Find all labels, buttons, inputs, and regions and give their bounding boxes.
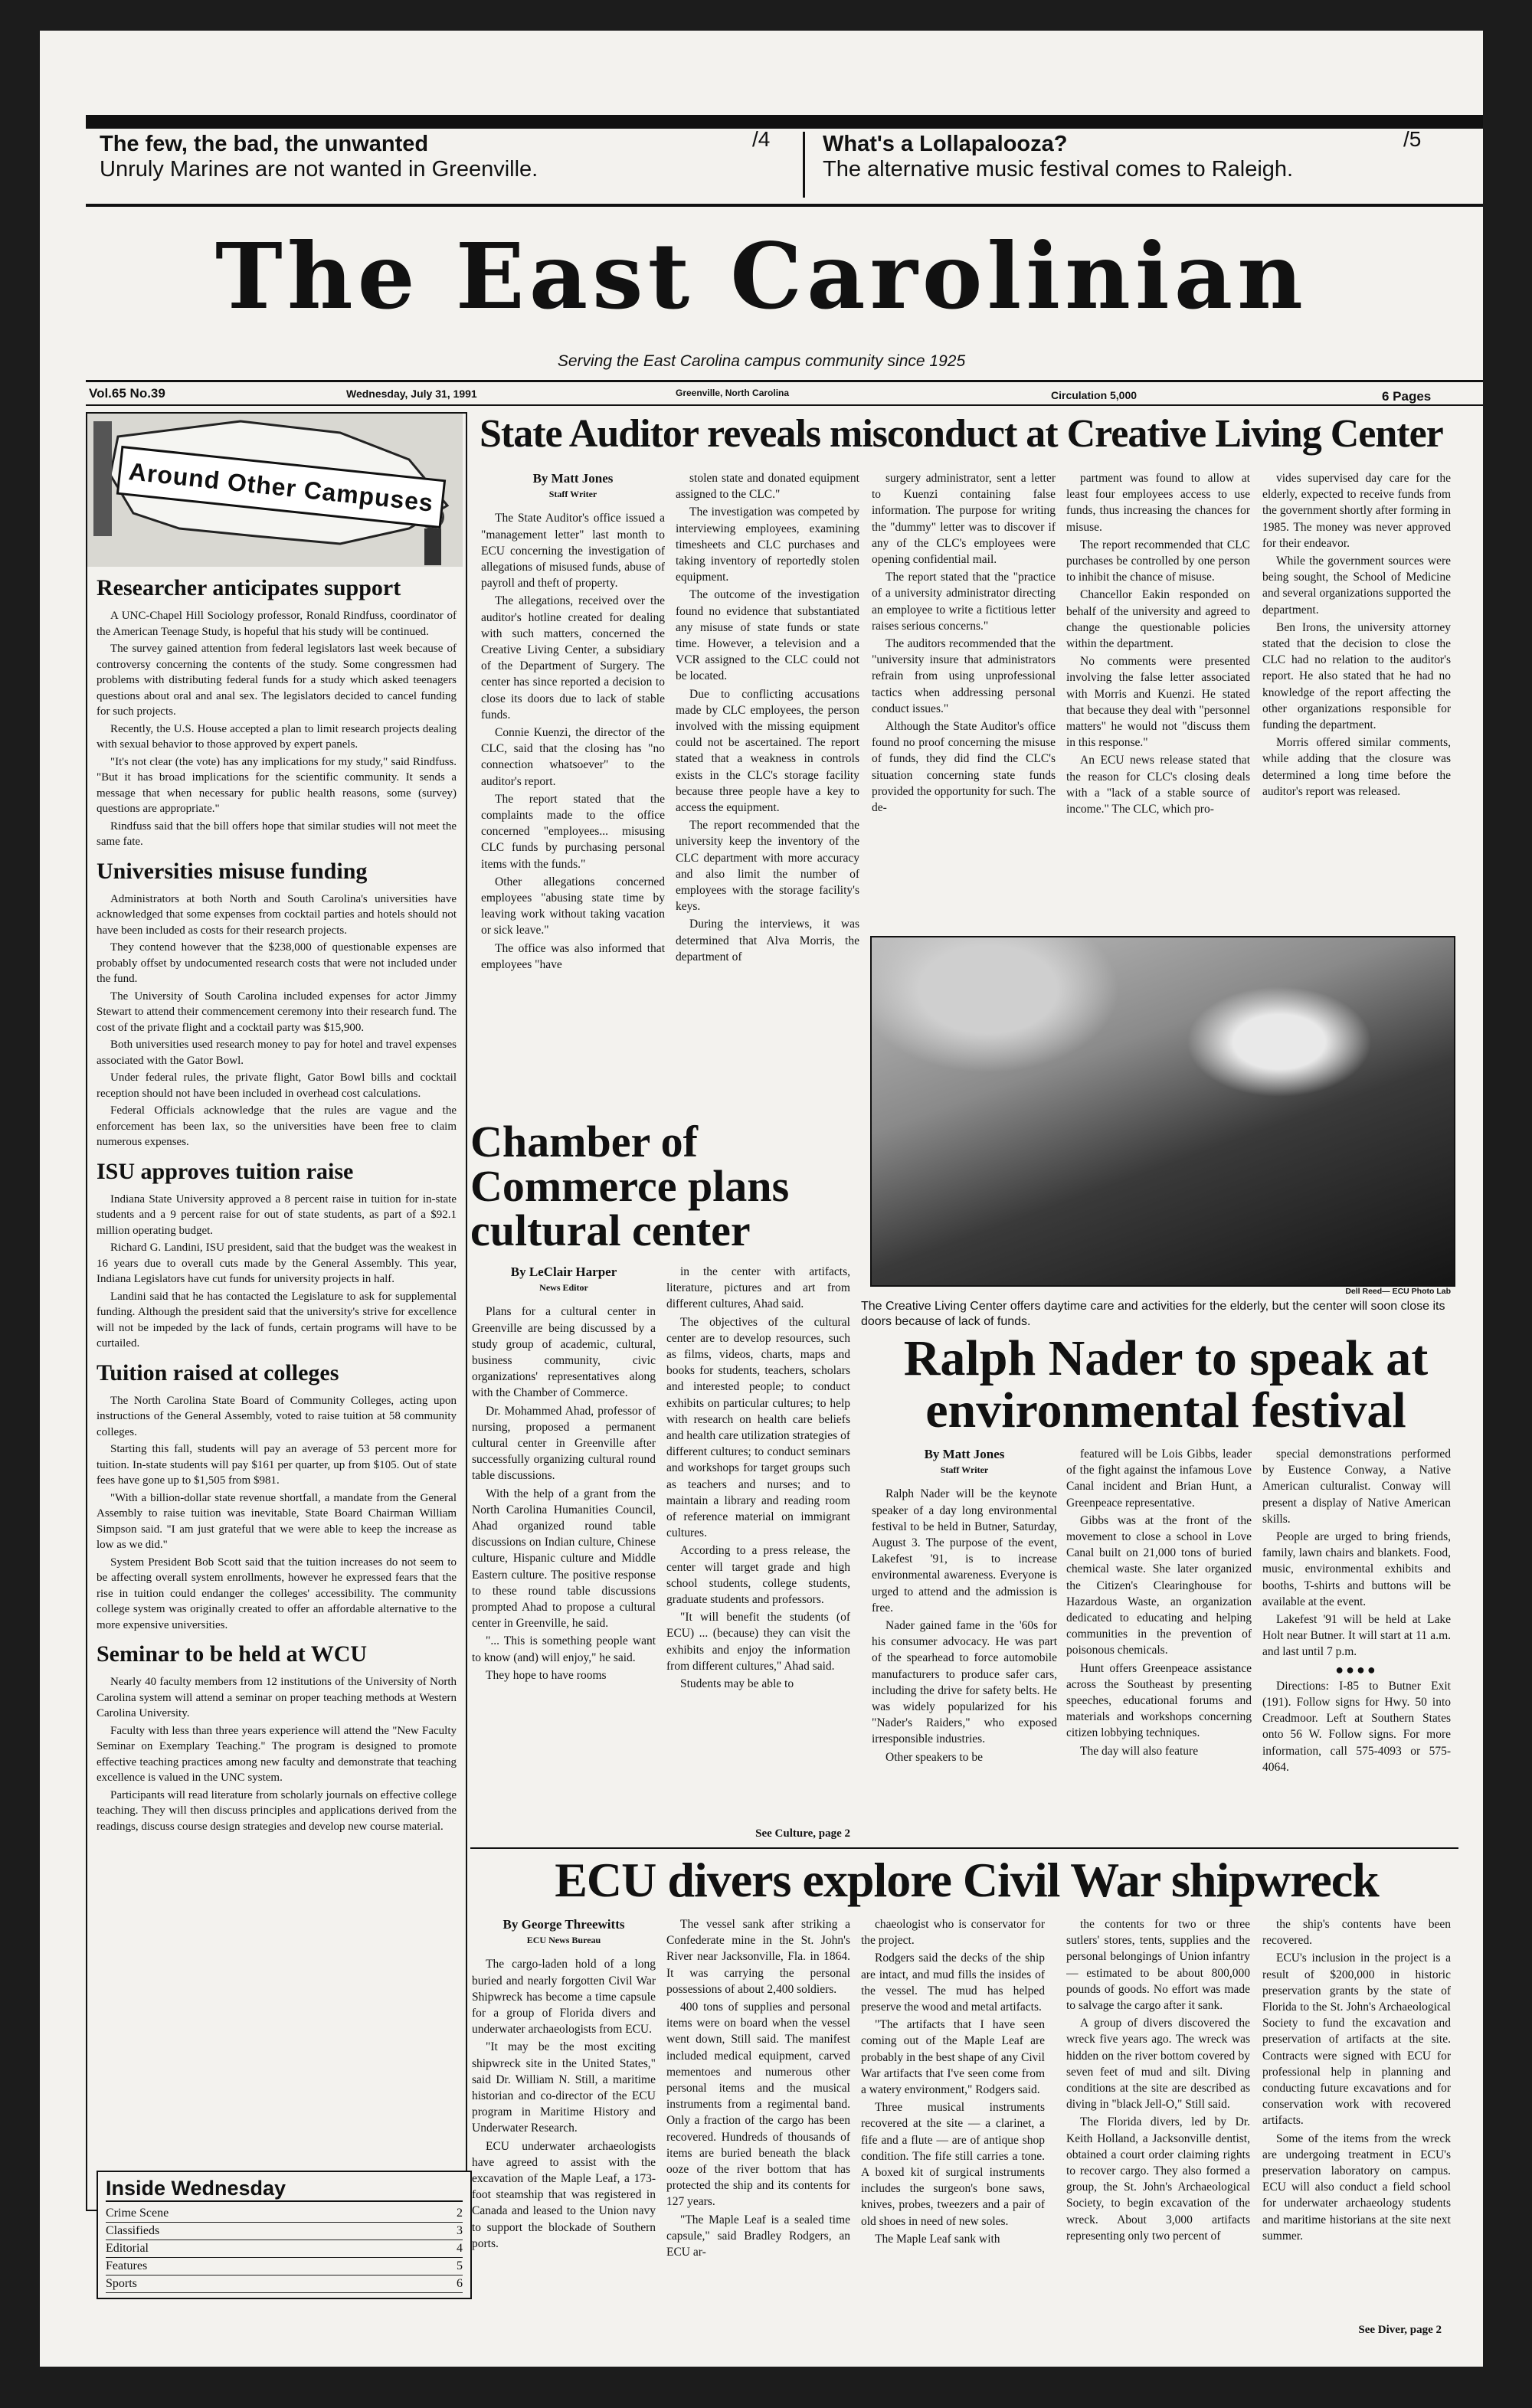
story-paragraph: The survey gained attention from federal legislators last week because of controversy concerning the contents of the study. Some congressmen had problems with distributing federal funds for a study which asked teenagers questions about oral and anal sex. The legislators decided to cancel funding for such projects.	[97, 643, 457, 718]
infobar-top-rule	[86, 380, 1483, 382]
chamber-column-1	[472, 1264, 656, 1846]
story-paragraph: Indiana State University approved a 8 percent raise in tuition for in-state students and a 9 percent raise for out of state students, as part of a $92.1 million operating budget.	[97, 1193, 457, 1237]
auditor-paragraph: The State Auditor's office issued a "management letter" last month to ECU concerning the investigation of allegations of misused funds, abuse of payroll and theft of property.	[481, 512, 665, 591]
nader-paragraph: Ralph Nader will be the keynote speaker of a day long environmental festival to be held in Butner, Saturday, August 3. The purpose of the event, Lakefest '91, is to increase environmental awareness. Everyone is urged to attend and the admission is free.	[872, 1487, 1057, 1615]
teaser-divider	[803, 132, 805, 198]
masthead-title: The East Carolinian	[215, 223, 1308, 329]
divers-paragraph: ECU underwater archaeologists have agreed to assist with the excavation of the Maple Leaf, a 173-foot steamship that was registered in Canada and leased to the Union navy to support the blockade of Southern ports.	[472, 2139, 656, 2250]
photo-credit: Dell Reed— ECU Photo Lab	[1345, 1287, 1451, 1296]
auditor-column-2	[676, 470, 859, 1106]
auditor-column-4	[1066, 470, 1250, 930]
auditor-paragraph: stolen state and donated equipment assigned to the CLC."	[676, 472, 859, 502]
divers-continued-link[interactable]: See Diver, page 2	[1358, 2324, 1442, 2336]
divers-column-3	[861, 1916, 1045, 2345]
divers-paragraph: chaeologist who is conservator for the project.	[861, 1918, 1045, 1948]
masthead-tagline: Serving the East Carolina campus community since 1925	[557, 352, 966, 370]
nader-headline: Ralph Nader to speak at environmental festival	[903, 1330, 1429, 1438]
auditor-paragraph: The report recommended that the university keep the inventory of the CLC department with more accuracy and also limit the number of employees with the storage facility's keys.	[676, 819, 859, 914]
divers-paragraph: "The artifacts that I have seen coming out of the Maple Leaf are probably in the best shape of any Civil War artifacts that I've seen come from a watery environment," Rodgers said.	[861, 2018, 1045, 2097]
auditor-paragraph: Connie Kuenzi, the director of the CLC, said that the closing has "no connection whatsoever" to the auditor's report.	[481, 726, 665, 788]
inside-index	[97, 2171, 472, 2299]
auditor-paragraph: The allegations, received over the auditor's hotline created for dealing with such matters, concerned the Creative Living Center, a subsidiary of the Department of Surgery. The center has since reported a decision to close its doors due to lack of stable funds.	[481, 594, 665, 721]
divers-byline: By George Threewitts ECU News Bureau	[502, 1917, 625, 1946]
story-paragraph: Both universities used research money to pay for hotel and travel expenses associated with the Gator Bowl.	[97, 1039, 457, 1067]
chamber-paragraph: "... This is something people want to know (and) will enjoy," he said.	[472, 1634, 656, 1664]
nader-paragraph: Lakefest '91 will be held at Lake Holt near Butner. It will start at 11 a.m. and last until 7 p.m.	[1262, 1613, 1451, 1659]
auditor-paragraph: vides supervised day care for the elderly, expected to receive funds from the government shortly after forming in 1985. The money was never approved for their endeavor.	[1262, 472, 1451, 550]
teaser-page: /4	[752, 127, 771, 151]
story-paragraph: Under federal rules, the private flight, Gator Bowl bills and cocktail reception should not have been included in overhead cost calculations.	[97, 1071, 457, 1100]
nader-paragraph: The day will also feature	[1080, 1744, 1199, 1758]
divers-column-2	[666, 1916, 850, 2345]
campuses-banner	[87, 414, 463, 567]
auditor-paragraph: partment was found to allow at least four employees access to use funds, thus increasing the chances for misuse.	[1066, 472, 1250, 534]
divers-paragraph: the ship's contents have been recovered.	[1262, 1918, 1451, 1948]
page-count: 6 Pages	[1382, 389, 1432, 404]
toc-item[interactable]: Features 5	[106, 2258, 463, 2275]
story-paragraph: System President Bob Scott said that the tuition increases do not seem to be affecting overall system enrollments, however he expressed fears that the rise in tuition could endanger the colleges' accessibility. The community college system was originally created to offer an affordable alternative to the more expensive universities.	[97, 1556, 457, 1631]
teaser-subline: The alternative music festival comes to Raleigh.	[823, 157, 1294, 182]
story-paragraph: Landini said that he has contacted the Legislature to ask for supplemental funding. Although the president said that the university's strive for excellence will not be impeded by the lack of funds, certain programs will have to be curtailed.	[97, 1290, 457, 1350]
nader-column-3	[1262, 1446, 1451, 1837]
story-paragraph: Faculty with less than three years experience will attend the "New Faculty Seminar on Exemplary Teaching." The program is designed to promote effective teaching practices among new faculty and demonstrate that teaching excellence is valued in the UNC system.	[97, 1724, 457, 1784]
photo-caption: The Creative Living Center offers daytime care and activities for the elderly, but the center will soon close its doors because of lack of funds.	[861, 1300, 1445, 1328]
teaser-page: /5	[1403, 127, 1422, 151]
auditor-paragraph: The office was also informed that employees "have	[481, 941, 665, 971]
teaser-bottom-rule	[86, 204, 1483, 207]
newspaper-page	[40, 31, 1483, 2367]
chamber-byline: By LeClair Harper News Editor	[510, 1265, 617, 1294]
auditor-paragraph: The outcome of the investigation found no evidence that substantiated any misuse of state funds or state time. However, a television and a VCR assigned to the CLC could not be located.	[676, 588, 859, 683]
story-title: Researcher anticipates support	[97, 575, 401, 600]
story-title: Tuition raised at colleges	[97, 1359, 339, 1386]
story-paragraph: The University of South Carolina included expenses for actor Jimmy Stewart to attend their commencement ceremony into their research fund. The cost of the private flight and a cocktail party was $15,900.	[97, 990, 457, 1034]
chamber-continued-link[interactable]: See Culture, page 2	[755, 1827, 850, 1840]
clc-photo	[870, 936, 1455, 1287]
divers-paragraph: Three musical instruments recovered at the site — a clarinet, a fife and a flute — are of antique shop condition. The fife still carries a tone. A boxed kit of surgical instruments includes the surgeon's bone saws, knives, probes, tweezers and a pair of old shoes in need of new soles.	[861, 2101, 1045, 2228]
divers-paragraph: The vessel sank after striking a Confederate mine in the St. John's River near Jacksonville, Fla. in 1864. It was carrying the personal possessions of about 2,400 soldiers.	[666, 1918, 850, 1996]
divers-paragraph: ECU's inclusion in the project is a result of $200,000 in historic preservation grants by the state of Florida to the St. John's Archaeological Society to fund the excavation and preservation of artifacts at the site. Contracts were signed with ECU for professional help in planning and conducting future excavations and for conservation work with recovered artifacts.	[1262, 1952, 1451, 2128]
divers-paragraph: the contents for two or three sutlers' stores, tents, supplies and the personal belongings of Union infantry — estimated to be about 800,000 pounds of goods. No effort was made to salvage the cargo after it sank.	[1066, 1918, 1250, 2013]
teaser-lollapalooza[interactable]	[823, 132, 1405, 182]
volume-number: Vol.65 No.39	[89, 386, 165, 401]
story-paragraph: Participants will read literature from scholarly journals on effective college teaching. They will then discuss principles and applications derived from the readings, discuss course design strategies and develop new course material.	[97, 1788, 457, 1833]
auditor-paragraph: Ben Irons, the university attorney stated that the decision to close the CLC had no relation to the auditor's report. He also stated that he had no knowledge of the report affecting the other organizations responsible for funding the department.	[1262, 620, 1451, 732]
auditor-paragraph: During the interviews, it was determined that Alva Morris, the department of	[676, 918, 859, 964]
story-paragraph: Administrators at both North and South Carolina's universities have acknowledged that some expenses from cocktail parties and hotels should not have been included as costs for their research projects.	[97, 892, 457, 937]
chamber-paragraph: "It will benefit the students (of ECU) ... (because) they can visit the exhibits and enjoy the information from different cultures," Ahad said.	[666, 1611, 850, 1673]
auditor-paragraph: While the government sources were being sought, the School of Medicine and several organizations supported the department.	[1262, 555, 1451, 617]
divers-paragraph: A group of divers discovered the wreck five years ago. The wreck was hidden on the river bottom covered by seven feet of mud and silt. Diving conditions at the site are described as diving in "black Jell-O," Still said.	[1066, 2017, 1250, 2112]
story-title: Universities misuse funding	[97, 858, 368, 884]
story-title: Seminar to be held at WCU	[97, 1641, 368, 1667]
chamber-paragraph: Dr. Mohammed Ahad, professor of nursing, proposed a permanent cultural center in Greenville after successfully organizing cultural round table discussions.	[472, 1404, 656, 1483]
divers-paragraph: "It may be the most exciting shipwreck site in the United States," said Dr. William N. Still, a maritime historian and co-director of the ECU program in Maritime History and Underwater Research.	[472, 2040, 656, 2135]
auditor-paragraph: The report stated that the complaints made to the office concerned "employees... misusing CLC funds by purchasing personal items with the funds."	[481, 792, 665, 871]
chamber-paragraph: With the help of a grant from the North Carolina Humanities Council, Ahad organized round table discussions on Indian culture, Chinese culture, Hispanic culture and Middle Eastern culture. The positive response to these round table discussions prompted Ahad to propose a cultural center in Greenville, he said.	[472, 1487, 656, 1631]
issue-date: Wednesday, July 31, 1991	[346, 388, 477, 400]
story-paragraph: A UNC-Chapel Hill Sociology professor, Ronald Rindfuss, coordinator of the American Teenage Study, is hopeful that his study will be continued.	[97, 610, 457, 638]
nader-paragraph: Hunt offers Greenpeace assistance across the Southeast by presenting speeches, educational forums and materials and workshops concerning citizen lobbying techniques.	[1066, 1661, 1252, 1740]
divers-paragraph: 400 tons of supplies and personal items were on board when the vessel went down, Still said. The manifest included medical equipment, carved mementoes and numerous other personal items and the musical instruments from a regimental band. Only a fraction of the cargo has been recovered. Hundreds of thousands of items are buried beneath the black ooze of the river bottom that has protected the ship and its contents for 127 years.	[666, 2001, 850, 2209]
infobar-bottom-rule	[86, 404, 1483, 406]
divers-column-5	[1262, 1916, 1451, 2322]
divers-paragraph: The Maple Leaf sank with	[875, 2232, 1000, 2246]
nader-paragraph: Directions: I-85 to Butner Exit (191). Follow signs for Hwy. 50 into Creadmoor. Left at Southern States onto 56 W. Follow signs. For more information, call 575-4093 or 575-4064.	[1262, 1679, 1451, 1774]
nader-column-2	[1066, 1446, 1252, 1837]
story-paragraph: Starting this fall, students will pay an average of 53 percent more for tuition. In-state students will pay $161 per quarter, up from $105. Out of state fees have gone up to $1,505 from $981.	[97, 1443, 457, 1487]
toc-item[interactable]: Editorial 4	[106, 2240, 463, 2258]
chamber-paragraph: in the center with artifacts, literature, pictures and art from different cultures, Ahad said.	[666, 1265, 850, 1311]
teaser-subline: Unruly Marines are not wanted in Greenville.	[100, 157, 538, 182]
auditor-paragraph: Chancellor Eakin responded on behalf of the university and agreed to change the questionable policies within the department.	[1066, 588, 1250, 651]
story-paragraph: They contend however that the $238,000 of questionable expenses are probably offset by undocumented research costs that were not included under the fund.	[97, 941, 457, 985]
chamber-column-2	[666, 1264, 850, 1826]
auditor-paragraph: Due to conflicting accusations made by CLC employees, the person involved with the missing equipment could not be ascertained. The report stated that a weakness in controls exists in the CLC's storage facility because three people have a key to access the equipment.	[676, 687, 859, 815]
nader-paragraph: featured will be Lois Gibbs, leader of the fight against the infamous Love Canal incident and Brian Hunt, a Greenpeace representative.	[1066, 1448, 1252, 1510]
toc-item[interactable]: Crime Scene 2	[106, 2205, 463, 2223]
nader-paragraph: Nader gained fame in the '60s for his consumer advocacy. He was part of the spearhead to force automobile manufacturers to produce safer cars, including the drive for safety belts. He was widely popularized for his "Nader's Raiders," who exposed irresponsible industries.	[872, 1619, 1057, 1746]
divers-paragraph: The Florida divers, led by Dr. Keith Holland, a Jacksonville dentist, obtained a court order claiming rights to recover cargo. They also formed a group, the St. John's Archaeological Society, to begin excavation of the wreck. About 3,000 artifacts representing only two percent of	[1066, 2115, 1250, 2243]
divers-top-rule	[470, 1847, 1458, 1849]
divers-paragraph: Some of the items from the wreck are undergoing treatment in ECU's preservation laboratory on campus. ECU will also conduct a field school for underwater archaeology students and maritime historians at the site next summer.	[1262, 2132, 1451, 2243]
auditor-paragraph: Other allegations concerned employees "abusing state time by leaving work without taking vacation or sick leave."	[481, 875, 665, 937]
teaser-marines[interactable]	[100, 132, 789, 182]
auditor-paragraph: The report stated that the "practice of a university administrator directing an employee to write a fictitious letter raises serious concerns."	[872, 571, 1056, 633]
auditor-column-3	[872, 470, 1056, 930]
divers-headline: ECU divers explore Civil War shipwreck	[555, 1853, 1379, 1907]
auditor-paragraph: The investigation was competed by interviewing employees, examining timesheets and CLC purchases and taking inventory of reportedly stolen equipment.	[676, 505, 859, 584]
inside-title: Inside Wednesday	[106, 2177, 463, 2202]
issue-location: Greenville, North Carolina	[676, 388, 790, 398]
auditor-paragraph: The auditors recommended that the "university insure that administrators refrain from using unprofessional tactics when addressing personal conduct issues."	[872, 637, 1056, 715]
auditor-paragraph: Although the State Auditor's office found no proof concerning the misuse of funds, they did find the CLC's situation concerning state funds provided the opportunity for such. The de-	[872, 720, 1056, 815]
toc-item[interactable]: Classifieds 3	[106, 2223, 463, 2240]
campuses-banner-label: Around Other Campuses	[116, 446, 446, 528]
chamber-paragraph: The objectives of the cultural center are to develop resources, such as films, videos, charts, maps and books for students, teachers, scholars and interested people; to conduct exhibits on particular cultures; to help with research on health care beliefs and health care utilization strategies of different cultures; to conduct seminars and workshops for target groups such as teachers and nurses; and to maintain a library and reading room of reference material on immigrant cultures.	[666, 1315, 850, 1540]
story-paragraph: "With a billion-dollar state revenue shortfall, a mandate from the General Assembly to raise tuition was inevitable, State Board Chairman William Simpson said. "I am just grateful that we were able to keep the increase as low as we did."	[97, 1491, 457, 1551]
story-paragraph: Rindfuss said that the bill offers hope that similar studies will not meet the same fate.	[97, 820, 457, 848]
circulation: Circulation 5,000	[1051, 389, 1138, 401]
divers-paragraph: The cargo-laden hold of a long buried and nearly forgotten Civil War Shipwreck has become a time capsule for a group of Florida divers and underwater archaeologists from ECU.	[472, 1958, 656, 2037]
divers-paragraph: "The Maple Leaf is a sealed time capsule," said Bradley Rodgers, an ECU ar-	[666, 2213, 850, 2259]
auditor-byline: By Matt Jones Staff Writer	[532, 471, 614, 500]
nader-column-1	[872, 1446, 1057, 1837]
nader-paragraph: Other speakers to be	[885, 1750, 983, 1764]
auditor-column-5	[1262, 470, 1451, 930]
story-paragraph: Richard G. Landini, ISU president, said that the budget was the weakest in 16 years due to overall cuts made by the General Assembly. This year, Indiana Legislators have cut funds for university projects in half.	[97, 1242, 457, 1285]
auditor-paragraph: surgery administrator, sent a letter to Kuenzi containing false information. The purpose for writing the "dummy" letter was to discover if any of the CLC's employees were opening confidential mail.	[872, 472, 1056, 567]
chamber-paragraph: They hope to have rooms	[486, 1668, 607, 1682]
toc-item[interactable]: Sports 6	[106, 2275, 463, 2293]
auditor-column-1	[481, 470, 665, 1106]
nader-paragraph: special demonstrations performed by Eustence Conway, a Native American culturalist. Conway will present a display of Native American skills.	[1262, 1448, 1451, 1526]
story-paragraph: "It's not clear (the vote) has any implications for my study," said Rindfuss. "But it has broad implications for the scientific community. It sends a message that when necessary for public health reasons, some (survey) questions are appropriate."	[97, 755, 457, 815]
chamber-paragraph: Plans for a cultural center in Greenville are being discussed by a study group of academic, cultural, business community, civic organizations' representatives along with the Chamber of Commerce.	[472, 1305, 656, 1400]
auditor-headline: State Auditor reveals misconduct at Creative Living Center	[480, 412, 1443, 456]
top-rule	[86, 115, 1483, 129]
nader-byline: By Matt Jones Staff Writer	[924, 1447, 1005, 1476]
nader-paragraph: Gibbs was at the front of the movement to close a school in Love Canal built on 21,000 tons of buried chemical waste. She later organized the Citizen's Clearinghouse for Hazardous Waste, an organization dedicated to educating and helping communities in the prevention of poisonous chemicals.	[1066, 1513, 1252, 1657]
teaser-headline: The few, the bad, the unwanted	[100, 132, 429, 156]
nader-paragraph: People are urged to bring friends, family, lawn chairs and blankets. Food, music, environmental exhibits and booths, T-shirts and buttons will be available at the event.	[1262, 1530, 1451, 1608]
chamber-paragraph: Students may be able to	[680, 1677, 794, 1691]
divers-paragraph: Rodgers said the decks of the ship are intact, and mud fills the insides of the vessel. The mud has helped preserve the wood and metal artifacts.	[861, 1952, 1045, 2014]
teaser-headline: What's a Lollapalooza?	[823, 132, 1068, 156]
auditor-paragraph: The report recommended that CLC purchases be controlled by one person to inhibit the chance of misuse.	[1066, 538, 1250, 584]
story-paragraph: Federal Officials acknowledge that the rules are vague and the enforcement has been lax, so the universities have been free to claim numerous expenses.	[97, 1104, 457, 1148]
campuses-column	[97, 574, 457, 2152]
divers-column-1	[472, 1916, 656, 2345]
auditor-paragraph: Morris offered similar comments, while adding that the closure was determined a long time before the auditor's report was released.	[1262, 736, 1451, 798]
chamber-paragraph: According to a press release, the center will target grade and high school students, college students, graduate students and professors.	[666, 1544, 850, 1607]
story-paragraph: Recently, the U.S. House accepted a plan to limit research projects dealing with sexual behavior to those approved by expert panels.	[97, 722, 457, 751]
divers-column-4	[1066, 1916, 1250, 2345]
auditor-paragraph: No comments were presented involving the false letter associated with Morris and Kuenzi. He stated that because they deal with "personnel matters" he would not "discuss them in this response."	[1066, 655, 1250, 750]
separator-dots-icon: ●●●●	[1335, 1661, 1378, 1677]
story-paragraph: Nearly 40 faculty members from 12 institutions of the University of North Carolina system will attend a seminar on proper teaching methods at Western Carolina University.	[97, 1676, 457, 1719]
auditor-paragraph: An ECU news release stated that the reason for CLC's closing deals with a "lack of a stable source of income." The CLC, which pro-	[1066, 754, 1250, 816]
story-paragraph: The North Carolina State Board of Community Colleges, acting upon instructions of the General Assembly, voted to raise tuition at 58 community colleges.	[97, 1394, 457, 1438]
chamber-headline: Chamber of Commerce plans cultural center	[470, 1117, 790, 1255]
story-title: ISU approves tuition raise	[97, 1158, 354, 1184]
